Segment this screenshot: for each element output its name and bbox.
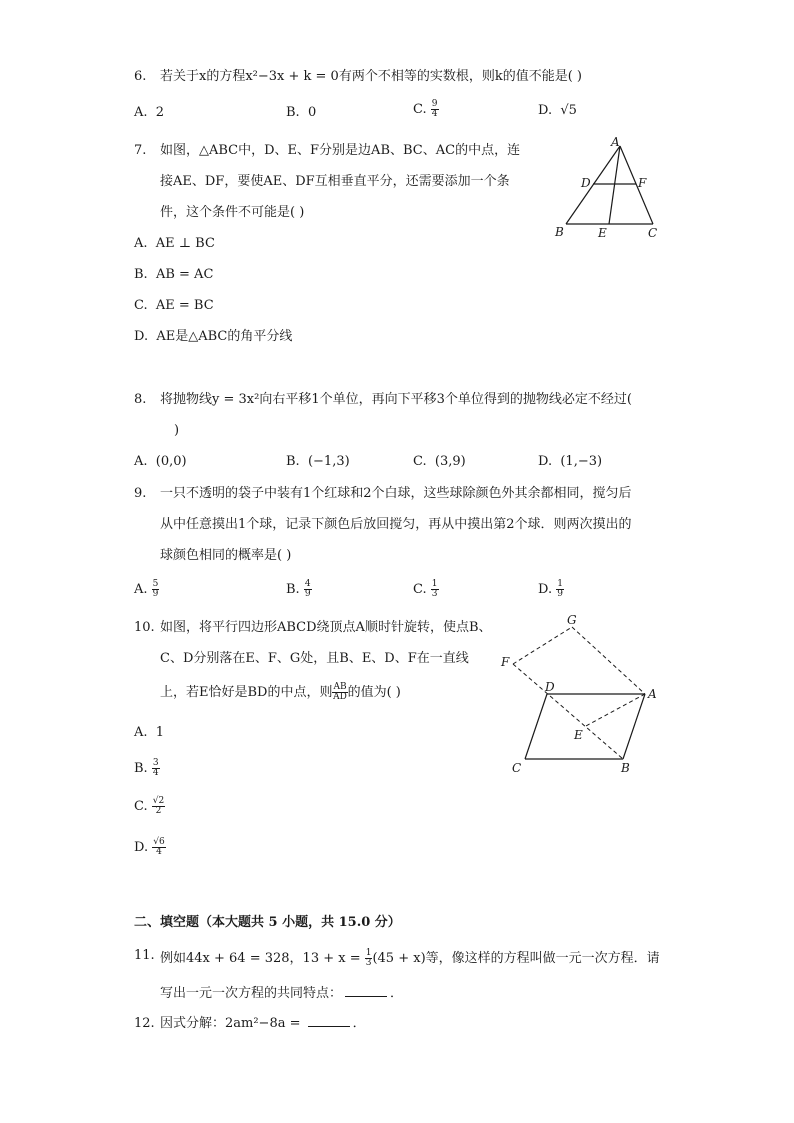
q6-option-a: A. 2 [134, 105, 165, 120]
q8-option-a: A. (0,0) [134, 454, 187, 469]
question-number: 8. [134, 392, 147, 407]
label-d: D [545, 680, 555, 694]
side-ga [572, 627, 645, 694]
question-line: 接AE、DF，要使AE、DF互相垂直平分，还需要添加一个条 [160, 174, 510, 189]
label-g: G [567, 613, 577, 627]
triangle-figure [548, 134, 668, 244]
q8-option-c: C. (3,9) [413, 454, 466, 469]
question-text: 若关于x的方程x²−3x + k = 0有两个不相等的实数根，则k的值不能是( ) [160, 69, 582, 84]
question-number: 12. [134, 1016, 155, 1031]
parallelogram-rotation-figure [495, 608, 675, 783]
question-line: 一只不透明的袋子中装有1个红球和2个白球，这些球除颜色外其余都相同，搅匀后 [160, 486, 632, 501]
question-number: 6. [134, 69, 147, 84]
q8-option-b: B. (−1,3) [286, 454, 350, 469]
question-number: 9. [134, 486, 147, 501]
question-line: 将抛物线y = 3x²向右平移1个单位，再向下平移3个单位得到的抛物线必定不经过( [160, 392, 632, 407]
label-b: B [555, 225, 564, 239]
question-line: C、D分别落在E、F、G处，且B、E、D、F在一直线 [160, 651, 469, 666]
q6-option-c: C. $\frac{9}{4}$ [413, 99, 438, 119]
question-line: 从中任意摸出1个球，记录下颜色后放回搅匀，再从中摸出第2个球．则两次摸出的 [160, 517, 632, 532]
question-line: 写出一元一次方程的共同特点： ． [160, 986, 404, 1001]
side-fg [513, 627, 572, 664]
label-c: C [512, 761, 522, 775]
label-b: B [621, 761, 630, 775]
q9-option-a: A. $\frac{5}{9}$ [134, 579, 159, 599]
question-line: 球颜色相同的概率是( ) [160, 548, 292, 563]
q7-option-c: C. AE = BC [134, 298, 214, 313]
question-number: 11. [134, 948, 155, 963]
side-ac [620, 146, 653, 224]
q7-option-d: D. AE是△ABC的角平分线 [134, 329, 293, 344]
label-e: E [574, 728, 583, 742]
segment-ae [609, 146, 620, 224]
q7-option-b: B. AB = AC [134, 267, 214, 282]
question-number: 7. [134, 143, 147, 158]
label-a: A [648, 687, 657, 701]
answer-blank[interactable] [308, 1026, 350, 1027]
side-cd [525, 694, 547, 759]
question-line: 如图，△ABC中，D、E、F分别是边AB、BC、AC的中点，连 [160, 143, 521, 158]
label-f: F [638, 176, 647, 190]
q10-option-b: B. $\frac{3}{4}$ [134, 758, 159, 778]
label-d: D [581, 176, 591, 190]
question-line: 因式分解：2am²−8a = ． [160, 1016, 366, 1031]
question-line: 例如44x + 64 = 328，13 + x = $\frac{1}{3}$ (45 + x)等，像这样的方程叫做一元一次方程．请 [160, 948, 660, 968]
q6-option-d: D. √5 [538, 103, 577, 118]
q8-option-d: D. (1,−3) [538, 454, 603, 469]
q7-option-a: A. AE ⊥ BC [134, 236, 215, 251]
label-f: F [501, 655, 510, 669]
label-c: C [648, 226, 658, 240]
q6-option-b: B. 0 [286, 105, 317, 120]
q9-option-d: D. $\frac{1}{9}$ [538, 579, 563, 599]
answer-blank[interactable] [345, 996, 387, 997]
q9-option-b: B. $\frac{4}{9}$ [286, 579, 311, 599]
q10-option-a: A. 1 [134, 725, 165, 740]
question-line: 如图，将平行四边形ABCD绕顶点A顺时针旋转，使点B、 [160, 620, 492, 635]
q10-option-c: C. $\frac{√2}{2}$ [134, 796, 165, 816]
label-a: A [611, 135, 620, 149]
side-ab [566, 146, 620, 224]
fraction: $\frac{9}{4}$ [431, 99, 438, 119]
question-line: ) [174, 423, 180, 438]
section-title: 二、填空题（本大题共 5 小题，共 15.0 分） [134, 915, 401, 930]
question-number: 10. [134, 620, 155, 635]
fraction-ab-ad: $\frac{AB}{AD}$ [333, 682, 347, 702]
question-line-3: 上，若E恰好是BD的中点，则 $\frac{AB}{AD}$ 的值为( ) [160, 682, 401, 702]
q10-option-d: D. $\frac{√6}{4}$ [134, 837, 165, 857]
question-line: 件，这个条件不可能是( ) [160, 205, 305, 220]
label-e: E [598, 226, 607, 240]
q9-option-c: C. $\frac{1}{3}$ [413, 579, 438, 599]
